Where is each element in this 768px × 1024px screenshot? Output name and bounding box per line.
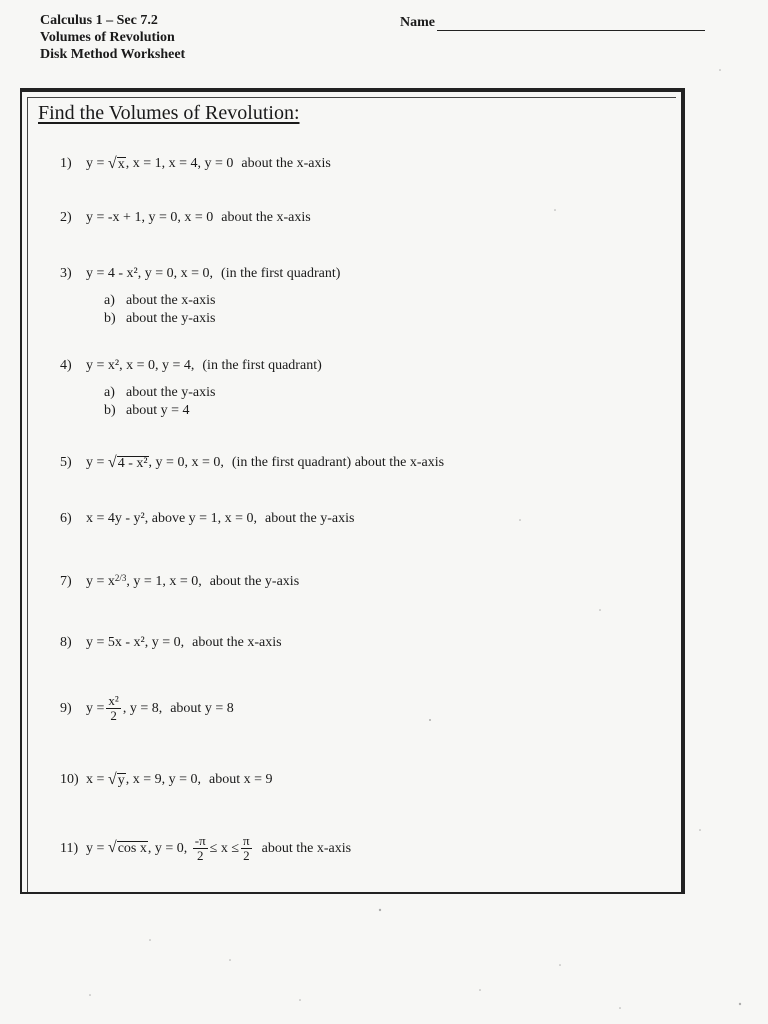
denominator: 2 (243, 848, 250, 863)
problem-number: 6) (60, 511, 72, 526)
problem-number: 1) (60, 156, 72, 171)
problem-axis: about the x-axis (221, 210, 311, 225)
part-label: b) (104, 311, 116, 326)
problem-equation: y = 5x - x², y = 0, (86, 635, 185, 650)
problem-axis: about the y-axis (209, 574, 300, 589)
part-text: about y = 4 (126, 403, 190, 418)
problem-axis: about the x-axis (241, 156, 331, 171)
part-label: a) (104, 385, 115, 400)
problem-number: 8) (60, 635, 72, 650)
part-text: about the y-axis (126, 311, 216, 326)
radicand: x (117, 156, 125, 172)
name-label: Name (400, 15, 435, 30)
problem-note: (in the first quadrant) (221, 266, 341, 281)
eq-rest: , y = 8, (122, 700, 163, 716)
part-text: about the y-axis (126, 385, 216, 400)
part-label: a) (104, 293, 115, 308)
sqrt-expression: √ y (107, 770, 125, 788)
sqrt-expression: √ cos x (107, 839, 147, 856)
inequality: ≤ x ≤ (209, 840, 240, 856)
problem-axis: about the x-axis (192, 635, 282, 650)
worksheet-title: Find the Volumes of Revolution: (38, 102, 300, 124)
problem-note: (in the first quadrant) (202, 358, 322, 373)
problem-axis: about the y-axis (264, 511, 355, 526)
problem-equation: y = x², x = 0, y = 4, (86, 358, 195, 373)
part-label: b) (104, 403, 116, 418)
sqrt-expression: √ 4 - x² (107, 453, 148, 471)
problem-equation: x = 4y - y², above y = 1, x = 0, (86, 511, 257, 526)
eq-lhs: y = (86, 840, 105, 856)
problem-axis: about x = 9 (208, 772, 273, 787)
eq-lhs: y = (86, 455, 105, 470)
problem-number: 11) (60, 840, 79, 856)
problem-equation: y = 4 - x², y = 0, x = 0, (86, 266, 214, 281)
eq-rest: , x = 9, y = 0, (125, 772, 201, 787)
problem-equation: y = -x + 1, y = 0, x = 0 (86, 210, 214, 225)
problem-number: 3) (60, 266, 72, 281)
course-label: Calculus 1 – Sec 7.2 (40, 13, 158, 28)
numerator: π (243, 833, 250, 848)
eq-rest: , y = 0, (147, 840, 188, 856)
denominator: 2 (196, 848, 204, 863)
radicand: cos x (117, 841, 147, 856)
eq-rest: , y = 0, x = 0, (148, 455, 224, 470)
radicand: y (117, 772, 125, 788)
problem-number: 7) (60, 574, 72, 589)
topic-label: Volumes of Revolution (40, 30, 175, 45)
worksheet-label: Disk Method Worksheet (40, 47, 186, 62)
eq-rest: , x = 1, x = 4, y = 0 (125, 156, 234, 171)
problem-number: 10) (60, 772, 79, 787)
problem-axis: (in the first quadrant) about the x-axis (231, 455, 445, 470)
eq-lhs: y = x (86, 574, 115, 589)
problem-axis: about the x-axis (261, 840, 352, 856)
denominator: 2 (110, 708, 117, 723)
problem-axis: about y = 8 (170, 700, 234, 716)
problem-number: 9) (60, 700, 72, 716)
eq-lhs: x = (86, 772, 105, 787)
sqrt-expression: √ x (107, 154, 125, 172)
radicand: 4 - x² (117, 455, 148, 471)
eq-rest: , y = 1, x = 0, (126, 574, 202, 589)
problem-number: 4) (60, 358, 72, 373)
exponent: 2/3 (114, 573, 127, 583)
eq-lhs: y = (86, 700, 105, 716)
part-text: about the x-axis (126, 293, 216, 308)
numerator: -π (194, 833, 206, 848)
problem-number: 2) (60, 210, 72, 225)
numerator: x² (108, 693, 119, 708)
eq-lhs: y = (86, 156, 105, 171)
problem-number: 5) (60, 455, 72, 470)
